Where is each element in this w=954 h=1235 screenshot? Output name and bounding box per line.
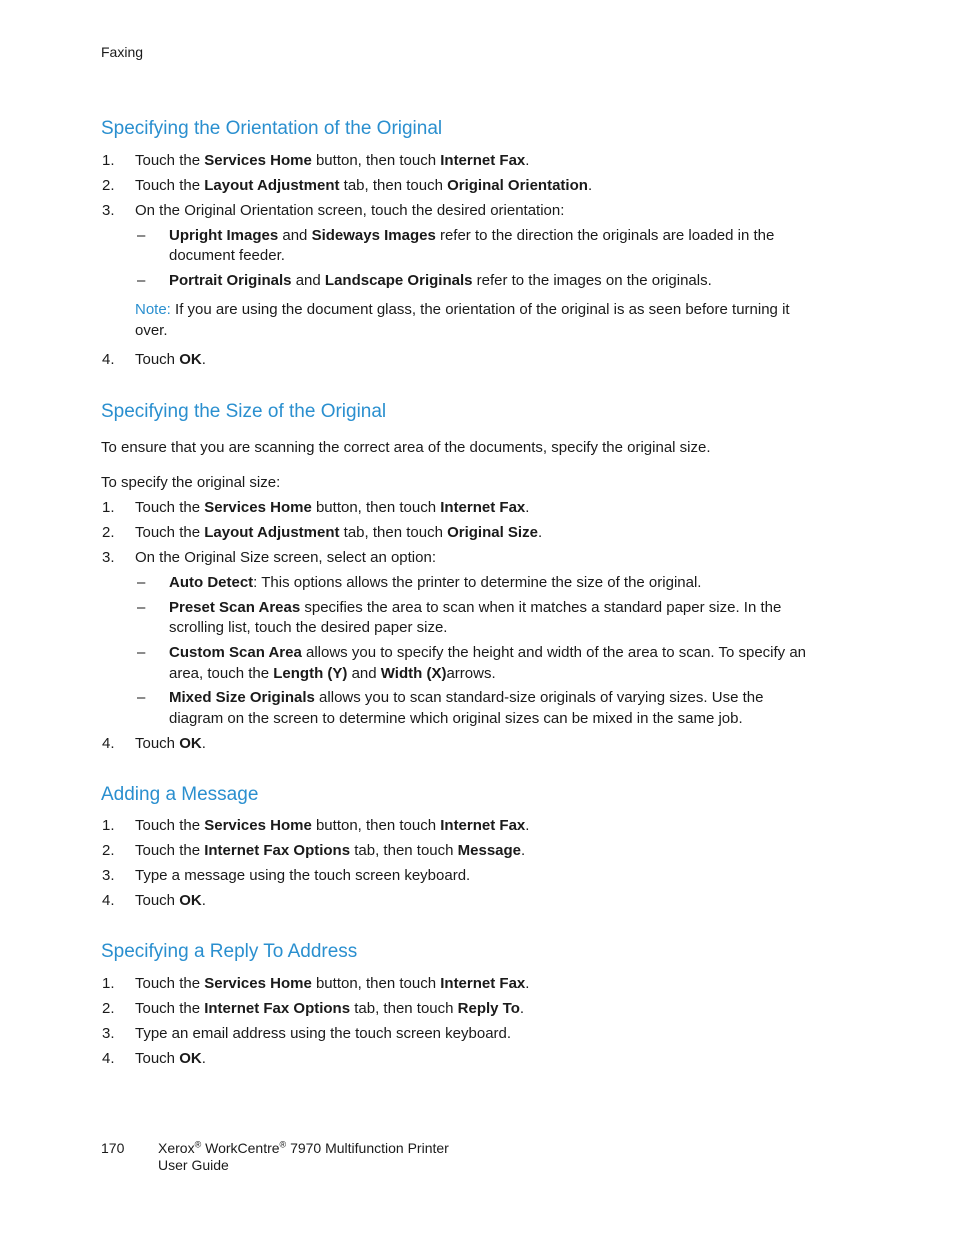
step-text: Touch the Internet Fax Options tab, then touch Reply To. xyxy=(135,1000,525,1017)
step-number: 4. xyxy=(102,735,115,752)
bullet-text: Auto Detect: This options allows the printer to determine the size of the original. xyxy=(169,574,702,591)
bullet-text-continued: scrolling list, touch the desired paper size. xyxy=(169,619,448,636)
step-number: 2. xyxy=(102,1000,115,1017)
step-text: Type a message using the touch screen keyboard. xyxy=(135,867,471,884)
footer-product: Xerox® WorkCentre® 7970 Multifunction Printer xyxy=(158,1139,449,1156)
step-text: Touch the Layout Adjustment tab, then touch Original Orientation. xyxy=(135,177,593,194)
paragraph: To ensure that you are scanning the correct area of the documents, specify the original size. xyxy=(101,439,711,456)
step-number: 3. xyxy=(102,1025,115,1042)
bullet-text: Custom Scan Area allows you to specify the height and width of the area to scan. To specify an xyxy=(169,644,807,661)
step-number: 3. xyxy=(102,549,115,566)
bullet-dash: – xyxy=(137,599,146,616)
bullet-dash: – xyxy=(137,272,146,289)
step-number: 4. xyxy=(102,892,115,909)
step-text: Touch OK. xyxy=(135,735,206,752)
bullet-dash: – xyxy=(137,644,146,661)
bullet-dash: – xyxy=(137,574,146,591)
step-number: 1. xyxy=(102,975,115,992)
step-text: Touch the Services Home button, then touch Internet Fax. xyxy=(135,817,530,834)
bullet-text: Portrait Originals and Landscape Originals refer to the images on the originals. xyxy=(169,272,712,289)
bullet-text-continued: document feeder. xyxy=(169,247,285,264)
step-text: Touch OK. xyxy=(135,351,206,368)
step-number: 1. xyxy=(102,817,115,834)
step-text: Touch OK. xyxy=(135,892,206,909)
note-label: Note: xyxy=(135,301,171,318)
step-number: 2. xyxy=(102,842,115,859)
step-number: 2. xyxy=(102,177,115,194)
step-text: Touch the Services Home button, then touch Internet Fax. xyxy=(135,975,530,992)
step-text: Touch the Services Home button, then touch Internet Fax. xyxy=(135,499,530,516)
bullet-dash: – xyxy=(137,689,146,706)
bullet-text-continued: area, touch the Length (Y) and Width (X)arrows. xyxy=(169,665,496,682)
page-number: 170 xyxy=(101,1140,125,1156)
running-header: Faxing xyxy=(101,44,144,60)
step-text: Touch the Services Home button, then touch Internet Fax. xyxy=(135,152,530,169)
note: Note: If you are using the document glass, the orientation of the original is as seen before turning it xyxy=(135,301,790,318)
step-number: 2. xyxy=(102,524,115,541)
section-title-size: Specifying the Size of the Original xyxy=(101,401,387,422)
step-text: Touch the Internet Fax Options tab, then touch Message. xyxy=(135,842,526,859)
bullet-text: Mixed Size Originals allows you to scan standard-size originals of varying sizes. Use the xyxy=(169,689,764,706)
step-number: 4. xyxy=(102,1050,115,1067)
section-title-reply: Specifying a Reply To Address xyxy=(101,941,358,962)
step-text: Touch OK. xyxy=(135,1050,206,1067)
step-text: On the Original Size screen, select an option: xyxy=(135,549,436,566)
step-text: Type an email address using the touch screen keyboard. xyxy=(135,1025,512,1042)
step-text: On the Original Orientation screen, touch the desired orientation: xyxy=(135,202,565,219)
note-continued: over. xyxy=(135,322,168,339)
step-number: 1. xyxy=(102,499,115,516)
bullet-dash: – xyxy=(137,227,146,244)
step-number: 1. xyxy=(102,152,115,169)
step-number: 4. xyxy=(102,351,115,368)
bullet-text: Preset Scan Areas specifies the area to scan when it matches a standard paper size. In the xyxy=(169,599,782,616)
step-number: 3. xyxy=(102,202,115,219)
bullet-text: Upright Images and Sideways Images refer to the direction the originals are loaded in the xyxy=(169,227,775,244)
footer-guide: User Guide xyxy=(158,1157,229,1173)
step-text: Touch the Layout Adjustment tab, then touch Original Size. xyxy=(135,524,543,541)
section-title-message: Adding a Message xyxy=(101,784,259,805)
bullet-text-continued: diagram on the screen to determine which original sizes can be mixed in the same job. xyxy=(169,710,743,727)
paragraph: To specify the original size: xyxy=(101,474,281,491)
step-number: 3. xyxy=(102,867,115,884)
section-title-orientation: Specifying the Orientation of the Original xyxy=(101,118,443,139)
